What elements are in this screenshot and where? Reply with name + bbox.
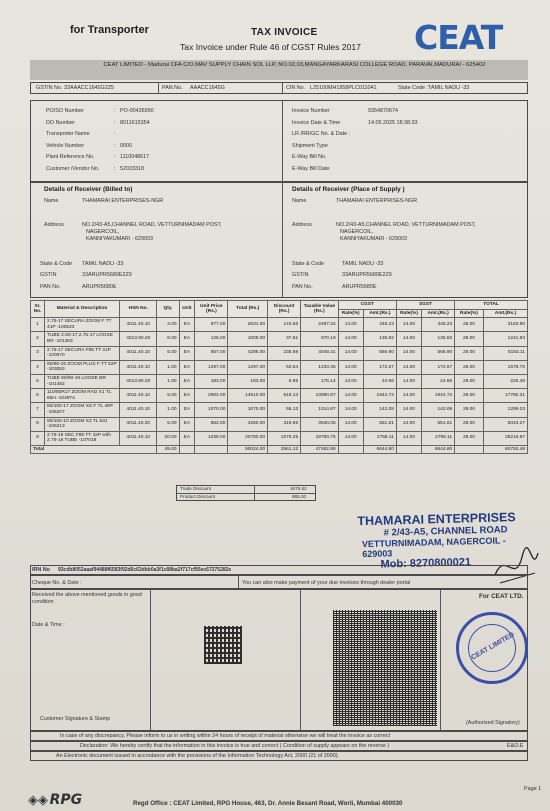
supply-address-3: KANNIYAKUMARI - 629003 (340, 236, 408, 242)
cell-total: 1297.00 (228, 360, 268, 374)
col-total-rate: Rate(%) (455, 309, 484, 318)
cell-taxable: 4049.31 (301, 346, 338, 360)
cell-sr: 1 (31, 318, 45, 332)
order-left-value: 0000 (120, 142, 132, 149)
cell-sr: 3 (31, 346, 45, 360)
cell-ca: 172.67 (363, 360, 396, 374)
cell-sr2: 14.00 (396, 403, 421, 417)
invoice-subtitle: Tax Invoice under Rule 46 of CGST Rules 2017 (180, 42, 361, 52)
line-items-table (30, 300, 528, 454)
cell-sa: 551.61 (422, 417, 455, 431)
table-row (31, 360, 528, 374)
cell-ca: 2758.11 (363, 431, 396, 445)
cell-qty: 20.00 (157, 431, 179, 445)
product-discount: 885.20 (292, 494, 307, 499)
page-number: Page 1 (524, 786, 542, 792)
cell-unit: EA (179, 332, 195, 346)
e-invoice-qr-code (333, 610, 437, 726)
order-left-label: PO/SO Number (46, 108, 84, 114)
col-cgst: CGST (338, 301, 396, 310)
cell-unit: EA (179, 346, 195, 360)
billed-name: THAMARAI ENTERPRISES-NGR (82, 198, 164, 204)
cell-sr2: 14.00 (396, 318, 421, 332)
col-total: Total (Rs.) (228, 301, 268, 318)
cell-taxable: 13890.87 (301, 389, 338, 403)
cell-unit: EA (179, 360, 195, 374)
cell-unit: EA (179, 417, 195, 431)
cell-hsn: 4011.40.10 (120, 389, 157, 403)
cell-sa: 1944.72 (422, 389, 455, 403)
total-sgst: 6644.80 (422, 445, 455, 454)
stamp-line-2: # 2/43-A5, CHANNEL ROAD (383, 524, 508, 539)
total-taxable: 47462.88 (301, 445, 338, 454)
billed-gstin-label: GSTIN (40, 272, 57, 278)
cell-price: 877.00 (195, 318, 228, 332)
cell-desc: 80/100-17 ZOOM XS F TL 46P -106207 (45, 403, 120, 417)
cell-cr: 14.00 (338, 318, 363, 332)
cell-hsn: 4011.40.10 (120, 403, 157, 417)
cell-sr2: 14.00 (396, 346, 421, 360)
cell-desc: TUBE 90/90-19 LOOSE BR -101482 (45, 374, 120, 388)
order-left-label: DO Number (46, 119, 75, 126)
cell-price: 852.00 (195, 417, 228, 431)
irn-label: IRN No (32, 567, 50, 573)
order-left-value: 8011615354 (120, 119, 150, 126)
cell-cr: 14.00 (338, 417, 363, 431)
cell-price: 1039.00 (195, 431, 228, 445)
cell-total: 183.00 (228, 374, 268, 388)
cell-sr: 2 (31, 332, 45, 346)
cheque-label: Cheque No. & Date : (32, 580, 82, 586)
electronic-note: An Electronic document issued in accordance with the provisions of the Information Technology Act, 2000 (21 of 2000). (56, 753, 340, 759)
table-row (31, 332, 528, 346)
order-left-label: Plant Reference No. (46, 154, 95, 160)
cell-taxable: 1014.87 (301, 403, 338, 417)
cell-unit: EA (179, 374, 195, 388)
invoice-title: TAX INVOICE (251, 27, 318, 38)
cell-tr: 28.00 (455, 417, 484, 431)
cell-qty: 1.00 (157, 374, 179, 388)
col-material: Material & Description (45, 301, 120, 318)
gstin-value: 33AAACC1645G2Z5 (64, 85, 115, 91)
cell-disc: 319.95 (268, 417, 301, 431)
cell-disc: 235.69 (268, 346, 301, 360)
cell-total: 14510.00 (228, 389, 268, 403)
cell-total: 1070.00 (228, 403, 268, 417)
col-taxable: Taxable Value (Rs.) (301, 301, 338, 318)
cell-disc: 6.86 (268, 374, 301, 388)
billed-address-3: KANNIYAKUMARI - 629003 (86, 236, 154, 242)
cell-price: 126.00 (195, 332, 228, 346)
cell-cr: 14.00 (338, 346, 363, 360)
order-left-colon: : (114, 131, 116, 137)
transporter-copy-label: for Transporter (70, 24, 149, 36)
order-left-value: PO-00436990 (120, 108, 154, 114)
cell-sr2: 14.00 (396, 374, 421, 388)
cell-ca: 566.90 (363, 346, 396, 360)
cell-ca: 1944.72 (363, 389, 396, 403)
cell-disc: 55.13 (268, 403, 301, 417)
cell-price: 183.00 (195, 374, 228, 388)
pan-label: PAN No. (162, 85, 183, 91)
cell-desc: TUBE 2.50-17,2.75-17 LOOSE BR -101383 (45, 332, 120, 346)
supply-address-1: NO.2/43-A5,CHANNEL ROAD, VETTURNIMADAM POST, (336, 222, 476, 228)
billed-state: TAMIL NADU -33 (82, 261, 124, 267)
cell-disc: 63.64 (268, 360, 301, 374)
for-ceat-label: For CEAT LTD. (479, 593, 524, 600)
cell-total: 2631.00 (228, 318, 268, 332)
cell-desc: 110/80R17 ZOOM RAD X1 TL 66H -104974 (45, 389, 120, 403)
billed-address-2: NAGERCOIL, (86, 229, 120, 235)
cell-tr: 28.00 (455, 403, 484, 417)
billed-gstin: 33ARUPR5680E2Z9 (82, 272, 132, 278)
order-left-label: Vehicle Number (46, 142, 85, 149)
cell-taxable: 2487.34 (301, 318, 338, 332)
cell-qty: 1.00 (157, 360, 179, 374)
cell-tr: 28.00 (455, 431, 484, 445)
registered-office: Regd Office : CEAT Limited, RPG House, 463, Dr. Annie Besant Road, Worli, Mumbai 400030 (133, 800, 403, 807)
cell-hsn: 4011.40.10 (120, 346, 157, 360)
cell-ca: 142.08 (363, 403, 396, 417)
billed-pan-label: PAN No. (40, 284, 61, 290)
cell-sa: 142.08 (422, 403, 455, 417)
order-left-label: Customer /Vendor No. (46, 165, 100, 172)
received-note: Received the above mentioned goods in good condition (32, 592, 142, 605)
order-left-value: 1110048617 (120, 154, 150, 160)
cell-qty: 8.00 (157, 332, 179, 346)
cell-unit: EA (179, 318, 195, 332)
col-grand-total: TOTAL (455, 301, 528, 310)
supply-gstin: 33ARUPR5680E2Z9 (342, 272, 392, 278)
cell-ca: 348.23 (363, 318, 396, 332)
cell-sa: 348.23 (422, 318, 455, 332)
cell-price: 1070.00 (195, 403, 228, 417)
cell-tr: 28.00 (455, 360, 484, 374)
cell-desc: 2.75-18 SEC F85 TT 42P with 2.75-18 TUBE -107018 (45, 431, 120, 445)
table-row (31, 318, 528, 332)
product-discount-label: Product Discount (180, 494, 215, 499)
table-row (31, 374, 528, 388)
order-right-value: 9354870674 (368, 108, 398, 114)
cell-hsn: 4011.40.20 (120, 417, 157, 431)
signature-block (30, 589, 528, 731)
order-left-colon: : (114, 165, 116, 172)
cell-taxable: 176.14 (301, 374, 338, 388)
authorised-signatory: (Authorised Signatory) (466, 720, 520, 726)
cell-price: 857.00 (195, 346, 228, 360)
cell-ta: 5183.11 (483, 346, 527, 360)
col-sgst: SGST (396, 301, 454, 310)
supply-address-2: NAGERCOIL, (340, 229, 374, 235)
cell-sr: 6 (31, 389, 45, 403)
cell-unit: EA (179, 403, 195, 417)
cell-cr: 14.00 (338, 389, 363, 403)
payment-note: You can also make payment of your due invoices through dealer portal (242, 580, 411, 586)
cell-desc: 90/90-19 ZOOM PLUS F TT 52P -103053 (45, 360, 120, 374)
supply-address-label: Address (292, 222, 312, 228)
customer-signature-label: Customer Signature & Stamp (40, 716, 111, 722)
cell-ta: 5043.27 (483, 417, 527, 431)
cell-ta: 25216.97 (483, 431, 527, 445)
col-sgst-amt: Amt.(Rs.) (422, 309, 455, 318)
gstin-label: GSTIN No. (36, 85, 63, 91)
cell-total: 4285.00 (228, 346, 268, 360)
date-time-label: Date & Time : (32, 622, 65, 628)
trade-discount-label: Trade Discount (180, 486, 211, 491)
supply-gstin-label: GSTIN (292, 272, 309, 278)
cell-price: 2902.00 (195, 389, 228, 403)
cell-ta: 1578.70 (483, 360, 527, 374)
cell-sa: 24.66 (422, 374, 455, 388)
cell-cr: 14.00 (338, 332, 363, 346)
cell-tr: 28.00 (455, 389, 484, 403)
billed-state-label: State & Code (40, 261, 73, 267)
trade-discount: 1675.82 (290, 486, 307, 491)
stamp-line-1: THAMARAI ENTERPRISES (357, 510, 516, 529)
table-row (31, 346, 528, 360)
order-left-colon: : (114, 119, 116, 126)
order-left-value: 52033318 (120, 165, 144, 172)
cell-disc: 1079.25 (268, 431, 301, 445)
col-cgst-rate: Rate(%) (338, 309, 363, 318)
cell-unit: EA (179, 389, 195, 403)
billed-heading: Details of Receiver (Billed to) (44, 186, 133, 193)
cell-sr: 5 (31, 374, 45, 388)
cell-ta: 1299.03 (483, 403, 527, 417)
cell-ta: 17780.31 (483, 389, 527, 403)
cell-qty: 1.00 (157, 403, 179, 417)
order-left-colon: : (114, 142, 116, 149)
cell-total: 20780.00 (228, 431, 268, 445)
col-discount: Discount (Rs.) (268, 301, 301, 318)
table-row (31, 431, 528, 445)
supply-pan: ARUPR5680E (342, 284, 377, 290)
cell-ca: 24.66 (363, 374, 396, 388)
irn-value: 93cdb8052aaaf94488f6583f92d6c63dbb0a3f1c88ba2f717cf95ec67275282e (58, 567, 232, 573)
cell-qty: 5.00 (157, 417, 179, 431)
cell-disc: 143.66 (268, 318, 301, 332)
order-right-label: E-Way Bill No. (292, 154, 327, 160)
order-right-label: Shipment Type (292, 142, 328, 149)
billed-address-1: NO.2/43-A5,CHANNEL ROAD, VETTURNIMADAM POST, (82, 222, 222, 228)
cell-sr2: 14.00 (396, 431, 421, 445)
cell-taxable: 970.19 (301, 332, 338, 346)
cell-cr: 14.00 (338, 374, 363, 388)
cell-ca: 135.82 (363, 332, 396, 346)
cell-sr2: 14.00 (396, 332, 421, 346)
total-label: Total (31, 445, 157, 454)
order-left-colon: : (114, 108, 116, 114)
total-amount: 50024.00 (228, 445, 268, 454)
cell-cr: 14.00 (338, 360, 363, 374)
supply-pan-label: PAN No. (292, 284, 313, 290)
company-address: CEAT LIMITED - Madurai CFA C/O.MAV SUPPLY CHAIN SOL LLP, NO.02,03,MANGAYARKARASI COLLEGE ROAD, PARAVAI,MADURAI - 625402 (103, 62, 486, 68)
cell-tr: 28.00 (455, 332, 484, 346)
cell-hsn: 4013.90.20 (120, 332, 157, 346)
ceat-seal (456, 612, 528, 684)
col-sr: Sr. No. (31, 301, 45, 318)
discrepancy-note: In case of any discrepancy, Please inform to us in writing within 24 hours of receipt of material otherwise we will treat the invoice as correct (60, 733, 391, 739)
cell-desc: 2.75-17 SECURA ZOOM F TT 41P -100523 (45, 318, 120, 332)
col-unit-price: Unit Price (Rs.) (195, 301, 228, 318)
cell-total: 4260.00 (228, 417, 268, 431)
order-right-value: 14.05.2025 18:38:33 (368, 119, 418, 126)
state-code: State Code :TAMIL NADU -33 (398, 85, 470, 91)
eoe-label: E&O.E (507, 743, 524, 749)
cell-sa: 566.90 (422, 346, 455, 360)
cell-total: 1008.00 (228, 332, 268, 346)
stamp-line-3: VETTURNIMADAM, NAGERCOIL - 629003 (361, 535, 506, 560)
seal-text: CEAT LIMITED (470, 631, 516, 662)
cell-sr2: 14.00 (396, 417, 421, 431)
cell-hsn: 4013.90.20 (120, 374, 157, 388)
small-qr-code (204, 626, 242, 664)
total-cgst: 6644.80 (363, 445, 396, 454)
cell-tr: 28.00 (455, 346, 484, 360)
total-qty: 49.00 (157, 445, 179, 454)
cell-sa: 135.82 (422, 332, 455, 346)
cell-taxable: 1233.36 (301, 360, 338, 374)
cell-cr: 14.00 (338, 431, 363, 445)
order-right-label: LR /RR/GC No. & Date : (292, 131, 351, 137)
supply-heading: Details of Receiver (Place of Supply ) (292, 186, 405, 193)
col-total-amt: Amt.(Rs.) (483, 309, 527, 318)
cell-sa: 2758.11 (422, 431, 455, 445)
cell-taxable: 19700.75 (301, 431, 338, 445)
cell-tr: 28.00 (455, 318, 484, 332)
cell-qty: 3.00 (157, 318, 179, 332)
table-row (31, 389, 528, 403)
cell-price: 1297.00 (195, 360, 228, 374)
grand-total: 60752.48 (483, 445, 527, 454)
col-unit: Unit (179, 301, 195, 318)
cell-desc: 2.75-17 SECURA F85 TT 41P -100670 (45, 346, 120, 360)
cell-sa: 172.67 (422, 360, 455, 374)
order-left-colon: : (114, 154, 116, 160)
table-row (31, 403, 528, 417)
supply-name: THAMARAI ENTERPRISES-NGR (336, 198, 418, 204)
cell-ca: 551.61 (363, 417, 396, 431)
cell-ta: 225.46 (483, 374, 527, 388)
col-cgst-amt: Amt.(Rs.) (363, 309, 396, 318)
order-info-box (30, 100, 528, 182)
cell-disc: 619.13 (268, 389, 301, 403)
supply-state: TAMIL NADU -33 (342, 261, 384, 267)
order-right-label: Invoice Date & Time (292, 119, 341, 126)
cell-disc: 37.81 (268, 332, 301, 346)
cell-qty: 5.00 (157, 389, 179, 403)
supply-name-label: Name (292, 198, 307, 204)
cell-ta: 1241.83 (483, 332, 527, 346)
total-discount: 2561.12 (268, 445, 301, 454)
ceat-logo-text: CEAT (414, 18, 503, 57)
cell-hsn: 4011.40.10 (120, 318, 157, 332)
cell-cr: 14.00 (338, 403, 363, 417)
cell-sr: 8 (31, 417, 45, 431)
col-qty: Qty. (157, 301, 179, 318)
cell-sr: 4 (31, 360, 45, 374)
cell-sr2: 14.00 (396, 360, 421, 374)
cell-sr: 7 (31, 403, 45, 417)
order-right-label: Invoice Number (292, 108, 330, 114)
col-sgst-rate: Rate(%) (396, 309, 421, 318)
cell-unit: EA (179, 431, 195, 445)
cin-label: CIN No. (286, 85, 306, 91)
ceat-logo (414, 18, 522, 58)
order-left-label: Transporter Name (46, 131, 90, 137)
declaration-note: Declaration: We hereby certify that the information in this invoice is true and correct ( Condition of supply appears on the reverse ) (80, 743, 390, 749)
rpg-logo-text: RPG (49, 792, 83, 808)
cin-value: L25100MH1958PLC011041 (310, 85, 377, 91)
cell-taxable: 3940.05 (301, 417, 338, 431)
cell-sr: 9 (31, 431, 45, 445)
cell-ta: 3183.80 (483, 318, 527, 332)
table-row (31, 417, 528, 431)
cell-qty: 5.00 (157, 346, 179, 360)
cell-desc: 90/100-10 ZOOM X3 TL 53J -106213 (45, 417, 120, 431)
billed-name-label: Name (44, 198, 59, 204)
cell-hsn: 4011.40.10 (120, 431, 157, 445)
pan-value: AAACC1645G (190, 85, 225, 91)
stamp-line-4: Mob: 8270800021 (380, 556, 472, 571)
order-right-label: E-Way Bill Date (292, 165, 330, 172)
rpg-logo: ◈◈ RPG (28, 792, 83, 808)
billed-pan: ARUPR5680E (82, 284, 117, 290)
supply-state-label: State & Code (292, 261, 325, 267)
cell-sr2: 14.00 (396, 389, 421, 403)
col-hsn: HSN No. (120, 301, 157, 318)
cell-hsn: 4011.40.10 (120, 360, 157, 374)
billed-address-label: Address (44, 222, 64, 228)
cell-tr: 28.00 (455, 374, 484, 388)
